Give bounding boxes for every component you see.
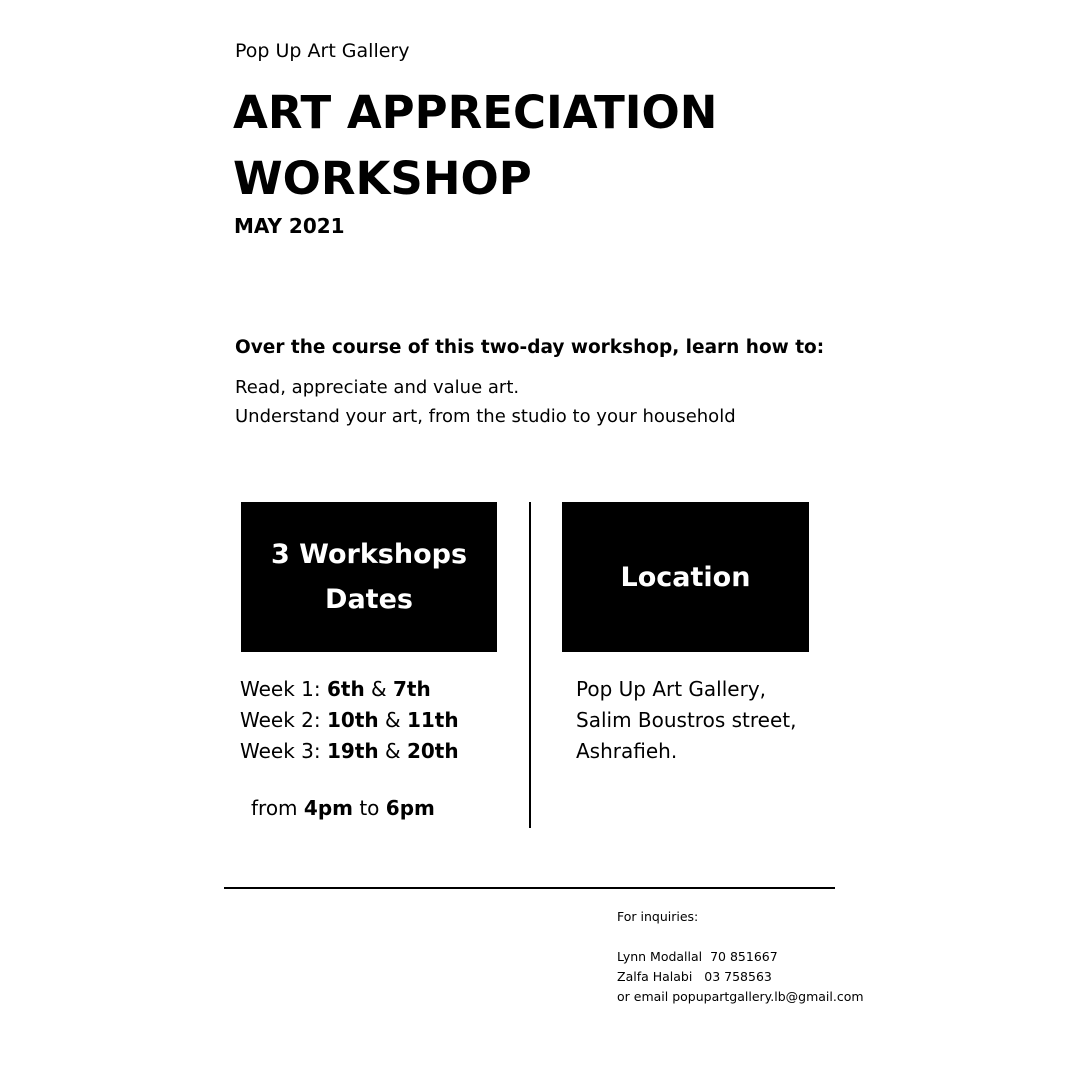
week-label: Week 2: bbox=[240, 708, 327, 732]
week-label: Week 3: bbox=[240, 739, 327, 763]
time-range bbox=[251, 796, 435, 820]
title-line-1: ART APPRECIATION bbox=[233, 86, 718, 139]
week-day: 11th bbox=[406, 708, 459, 732]
contact-line: Lynn Modallal 70 851667 bbox=[617, 949, 778, 964]
week-sep: & bbox=[378, 708, 407, 732]
week-sep: & bbox=[364, 677, 394, 701]
dates-box-line-2: Dates bbox=[325, 584, 413, 615]
column-divider bbox=[529, 502, 531, 828]
week-day: 10th bbox=[326, 708, 379, 732]
event-month: MAY 2021 bbox=[234, 214, 345, 238]
week-day: 7th bbox=[393, 677, 431, 701]
week-schedule bbox=[240, 674, 459, 767]
time-end: 6pm bbox=[385, 796, 435, 820]
contact-email: or email popupartgallery.lb@gmail.com bbox=[617, 989, 864, 1004]
week-sep: & bbox=[378, 739, 407, 763]
week-day: 19th bbox=[326, 739, 379, 763]
week-row bbox=[240, 705, 459, 736]
address-line: Salim Boustros street, bbox=[576, 708, 797, 732]
time-to-label: to bbox=[352, 796, 386, 820]
week-row bbox=[240, 736, 459, 767]
inquiries-block bbox=[617, 907, 864, 1007]
title-line-2: WORKSHOP bbox=[233, 152, 532, 205]
week-day: 20th bbox=[406, 739, 459, 763]
week-day: 6th bbox=[326, 677, 365, 701]
organizer-name: Pop Up Art Gallery bbox=[235, 40, 410, 62]
footer-divider bbox=[224, 887, 835, 889]
learning-item: Read, appreciate and value art. bbox=[235, 377, 520, 398]
address-line: Pop Up Art Gallery, bbox=[576, 677, 767, 701]
intro-heading: Over the course of this two-day workshop, learn how to: bbox=[235, 337, 825, 358]
location-box-label: Location bbox=[620, 561, 751, 593]
location-address bbox=[576, 674, 796, 767]
week-label: Week 1: bbox=[240, 677, 327, 701]
inquiries-heading: For inquiries: bbox=[617, 909, 699, 924]
week-row bbox=[240, 674, 459, 705]
dates-box bbox=[241, 502, 497, 652]
location-box bbox=[562, 502, 809, 652]
time-start: 4pm bbox=[303, 796, 353, 820]
page-title bbox=[233, 80, 717, 212]
time-from-label: from bbox=[251, 796, 304, 820]
dates-box-line-1: 3 Workshops bbox=[270, 539, 468, 570]
learning-list bbox=[235, 373, 736, 431]
contact-line: Zalfa Halabi 03 758563 bbox=[617, 969, 772, 984]
address-line: Ashrafieh. bbox=[576, 739, 678, 763]
learning-item: Understand your art, from the studio to your household bbox=[235, 406, 736, 427]
